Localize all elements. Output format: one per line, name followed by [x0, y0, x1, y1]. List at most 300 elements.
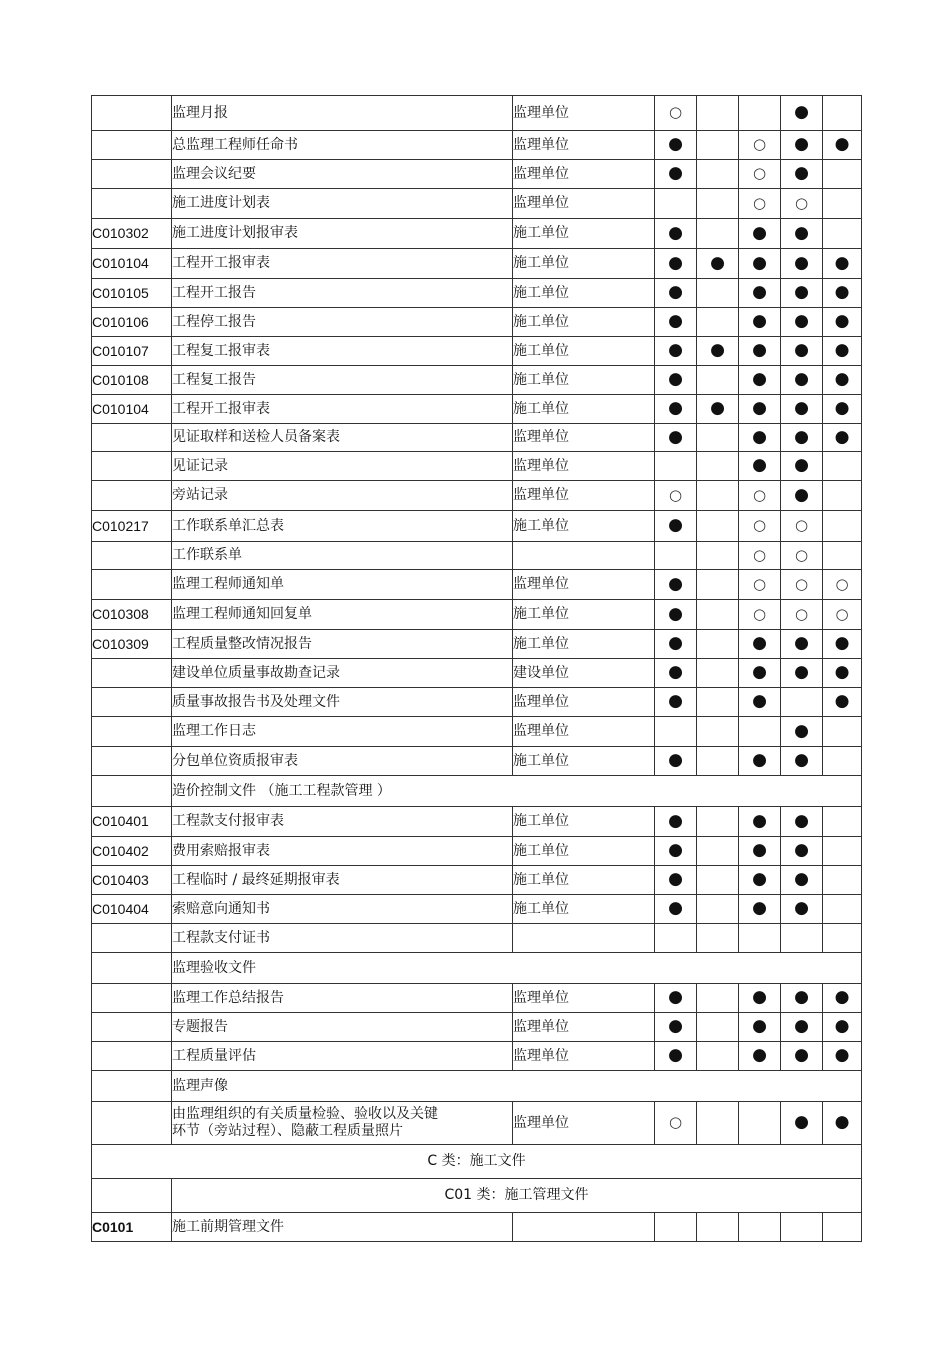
mark-cell — [781, 630, 823, 659]
doc-name-cell: 施工进度计划报审表 — [172, 219, 513, 249]
mark-cell — [739, 219, 781, 249]
doc-name-cell: 工程开工报告 — [172, 279, 513, 308]
doc-code-cell: C010107 — [92, 337, 172, 366]
mark-cell — [823, 717, 862, 747]
mark-cell — [823, 1102, 862, 1145]
filled-circle-icon: ● — [752, 810, 767, 831]
doc-name-cell: 工程款支付证书 — [172, 924, 513, 953]
filled-circle-icon: ● — [710, 340, 725, 360]
doc-name-cell: 监理工作日志 — [172, 717, 513, 747]
mark-cell — [781, 366, 823, 395]
filled-circle-icon: ● — [752, 750, 767, 770]
mark-cell — [655, 1102, 697, 1145]
doc-name-cell: 见证记录 — [172, 452, 513, 481]
mark-cell — [823, 481, 862, 511]
hollow-circle-icon: ○ — [794, 193, 809, 212]
responsible-unit-cell: 施工单位 — [513, 395, 655, 424]
mark-cell — [697, 600, 739, 630]
filled-circle-icon: ● — [668, 426, 683, 447]
filled-circle-icon: ● — [794, 1045, 809, 1065]
section-title-acceptance: 监理验收文件 — [172, 953, 862, 984]
doc-code-cell — [92, 1071, 172, 1102]
doc-name-cell: 专题报告 — [172, 1013, 513, 1042]
table-row — [92, 984, 862, 1013]
mark-cell — [823, 659, 862, 688]
mark-cell — [655, 542, 697, 570]
mark-cell — [739, 395, 781, 424]
section-title-c: C 类：施工文件 — [92, 1145, 862, 1179]
mark-cell — [781, 895, 823, 924]
filled-circle-icon: ● — [794, 662, 809, 682]
doc-code-cell: C010309 — [92, 630, 172, 659]
mark-cell — [781, 984, 823, 1013]
mark-cell — [781, 1013, 823, 1042]
doc-name-cell: 施工进度计划表 — [172, 189, 513, 219]
mark-cell — [655, 189, 697, 219]
filled-circle-icon: ● — [752, 222, 767, 243]
mark-cell — [739, 717, 781, 747]
responsible-unit-cell: 施工单位 — [513, 308, 655, 337]
section-row — [92, 1179, 862, 1213]
doc-name-cell: 监理月报 — [172, 96, 513, 131]
doc-code-cell — [92, 131, 172, 160]
doc-name-cell: 工程停工报告 — [172, 308, 513, 337]
filled-circle-icon: ● — [752, 426, 767, 447]
filled-circle-icon: ● — [794, 134, 809, 154]
doc-name-cell: 工程开工报审表 — [172, 395, 513, 424]
responsible-unit-cell: 施工单位 — [513, 337, 655, 366]
mark-cell — [655, 452, 697, 481]
filled-circle-icon: ● — [834, 1112, 850, 1132]
mark-cell — [781, 452, 823, 481]
filled-circle-icon: ● — [752, 1016, 767, 1036]
table-row — [92, 424, 862, 452]
table-row — [92, 895, 862, 924]
mark-cell — [739, 1213, 781, 1242]
doc-code-cell: C010402 — [92, 837, 172, 866]
mark-cell — [739, 366, 781, 395]
filled-circle-icon: ● — [752, 398, 767, 418]
mark-cell — [697, 747, 739, 776]
responsible-unit-cell: 施工单位 — [513, 895, 655, 924]
mark-cell — [823, 279, 862, 308]
mark-cell — [655, 1042, 697, 1071]
mark-cell — [697, 717, 739, 747]
mark-cell — [781, 807, 823, 837]
mark-cell — [739, 131, 781, 160]
mark-cell — [655, 481, 697, 511]
mark-cell — [697, 807, 739, 837]
mark-cell — [739, 895, 781, 924]
table-row — [92, 1213, 862, 1242]
responsible-unit-cell: 监理单位 — [513, 131, 655, 160]
mark-cell — [823, 688, 862, 717]
mark-cell — [655, 279, 697, 308]
mark-cell — [739, 308, 781, 337]
mark-cell — [655, 837, 697, 866]
mark-cell — [655, 570, 697, 600]
mark-cell — [655, 395, 697, 424]
mark-cell — [739, 630, 781, 659]
filled-circle-icon: ● — [752, 633, 767, 653]
doc-code-cell — [92, 924, 172, 953]
doc-code-cell — [92, 984, 172, 1013]
mark-cell — [781, 570, 823, 600]
filled-circle-icon: ● — [794, 252, 809, 273]
table-row — [92, 131, 862, 160]
filled-circle-icon: ● — [710, 252, 725, 273]
mark-cell — [655, 96, 697, 131]
table-row — [92, 688, 862, 717]
mark-cell — [781, 219, 823, 249]
responsible-unit-cell: 监理单位 — [513, 717, 655, 747]
doc-code-cell — [92, 1179, 172, 1213]
doc-name-cell: 监理工程师通知单 — [172, 570, 513, 600]
mark-cell — [781, 1102, 823, 1145]
mark-cell — [697, 279, 739, 308]
table-row — [92, 96, 862, 131]
doc-code-cell — [92, 688, 172, 717]
table-row — [92, 1042, 862, 1071]
filled-circle-icon: ● — [668, 691, 683, 711]
filled-circle-icon: ● — [794, 750, 809, 770]
filled-circle-icon: ● — [668, 840, 683, 860]
mark-cell — [781, 424, 823, 452]
mark-cell — [739, 337, 781, 366]
hollow-circle-icon: ○ — [794, 574, 809, 593]
mark-cell — [739, 600, 781, 630]
filled-circle-icon: ● — [794, 840, 809, 860]
doc-code-cell — [92, 659, 172, 688]
table-row — [92, 1013, 862, 1042]
mark-cell — [697, 542, 739, 570]
filled-circle-icon: ● — [834, 340, 850, 360]
doc-code-cell — [92, 1102, 172, 1145]
mark-cell — [697, 895, 739, 924]
mark-cell — [655, 659, 697, 688]
mark-cell — [781, 600, 823, 630]
responsible-unit-cell: 施工单位 — [513, 600, 655, 630]
doc-code-cell: C0101 — [92, 1213, 172, 1242]
filled-circle-icon: ● — [794, 163, 809, 183]
doc-code-cell — [92, 747, 172, 776]
mark-cell — [655, 308, 697, 337]
mark-cell — [823, 837, 862, 866]
mark-cell — [781, 924, 823, 953]
mark-cell — [739, 279, 781, 308]
mark-cell — [823, 630, 862, 659]
filled-circle-icon: ● — [834, 134, 850, 154]
mark-cell — [655, 717, 697, 747]
mark-cell — [781, 395, 823, 424]
hollow-circle-icon: ○ — [794, 516, 809, 534]
mark-cell — [823, 807, 862, 837]
doc-code-cell — [92, 953, 172, 984]
mark-cell — [739, 1042, 781, 1071]
mark-cell — [823, 395, 862, 424]
mark-cell — [697, 96, 739, 131]
responsible-unit-cell: 施工单位 — [513, 249, 655, 279]
mark-cell — [823, 511, 862, 542]
table-row — [92, 837, 862, 866]
mark-cell — [781, 659, 823, 688]
filled-circle-icon: ● — [834, 987, 850, 1007]
responsible-unit-cell: 监理单位 — [513, 1102, 655, 1145]
hollow-circle-icon: ○ — [668, 103, 683, 121]
table-row — [92, 924, 862, 953]
doc-name-cell: 工程开工报审表 — [172, 249, 513, 279]
hollow-circle-icon: ○ — [835, 574, 849, 593]
mark-cell — [823, 1213, 862, 1242]
mark-cell — [655, 160, 697, 189]
hollow-circle-icon: ○ — [794, 604, 809, 623]
mark-cell — [655, 1213, 697, 1242]
responsible-unit-cell: 施工单位 — [513, 866, 655, 895]
doc-code-cell — [92, 776, 172, 807]
section-title-media: 监理声像 — [172, 1071, 862, 1102]
mark-cell — [697, 481, 739, 511]
mark-cell — [781, 249, 823, 279]
responsible-unit-cell: 监理单位 — [513, 1042, 655, 1071]
mark-cell — [823, 1013, 862, 1042]
table-body — [92, 96, 862, 1242]
doc-code-cell: C010302 — [92, 219, 172, 249]
filled-circle-icon: ● — [752, 455, 767, 475]
hollow-circle-icon: ○ — [794, 545, 809, 564]
doc-code-cell — [92, 1042, 172, 1071]
mark-cell — [823, 189, 862, 219]
mark-cell — [781, 481, 823, 511]
mark-cell — [781, 279, 823, 308]
doc-name-cell: 质量事故报告书及处理文件 — [172, 688, 513, 717]
filled-circle-icon: ● — [752, 869, 767, 889]
filled-circle-icon: ● — [794, 484, 809, 505]
mark-cell — [697, 337, 739, 366]
filled-circle-icon: ● — [668, 398, 683, 418]
filled-circle-icon: ● — [668, 750, 683, 770]
filled-circle-icon: ● — [752, 311, 767, 331]
mark-cell — [697, 219, 739, 249]
responsible-unit-cell — [513, 542, 655, 570]
mark-cell — [823, 866, 862, 895]
mark-cell — [739, 511, 781, 542]
filled-circle-icon: ● — [794, 369, 809, 389]
filled-circle-icon: ● — [668, 987, 683, 1007]
mark-cell — [781, 717, 823, 747]
responsible-unit-cell: 施工单位 — [513, 219, 655, 249]
filled-circle-icon: ● — [834, 1045, 850, 1065]
hollow-circle-icon: ○ — [835, 604, 849, 623]
mark-cell — [739, 866, 781, 895]
mark-cell — [823, 570, 862, 600]
table-row — [92, 747, 862, 776]
filled-circle-icon: ● — [834, 398, 850, 418]
mark-cell — [781, 189, 823, 219]
mark-cell — [655, 249, 697, 279]
document-table — [91, 95, 862, 1242]
doc-name-cell: 工程临时 / 最终延期报审表 — [172, 866, 513, 895]
table-row — [92, 542, 862, 570]
filled-circle-icon: ● — [794, 633, 809, 653]
table-row — [92, 249, 862, 279]
mark-cell — [739, 160, 781, 189]
mark-cell — [655, 600, 697, 630]
doc-code-cell: C010404 — [92, 895, 172, 924]
doc-name-cell: 工作联系单汇总表 — [172, 511, 513, 542]
table-row — [92, 659, 862, 688]
table-row — [92, 600, 862, 630]
mark-cell — [655, 688, 697, 717]
mark-cell — [655, 1013, 697, 1042]
table-row — [92, 219, 862, 249]
mark-cell — [655, 424, 697, 452]
section-row — [92, 1071, 862, 1102]
mark-cell — [697, 189, 739, 219]
responsible-unit-cell: 施工单位 — [513, 279, 655, 308]
mark-cell — [739, 924, 781, 953]
mark-cell — [697, 511, 739, 542]
doc-name-cell: 费用索赔报审表 — [172, 837, 513, 866]
filled-circle-icon: ● — [752, 691, 767, 711]
section-row — [92, 953, 862, 984]
mark-cell — [739, 688, 781, 717]
mark-cell — [823, 984, 862, 1013]
mark-cell — [823, 600, 862, 630]
mark-cell — [823, 924, 862, 953]
filled-circle-icon: ● — [794, 898, 809, 918]
mark-cell — [655, 807, 697, 837]
doc-name-cell: 总监理工程师任命书 — [172, 131, 513, 160]
filled-circle-icon: ● — [834, 1016, 850, 1036]
doc-name-cell: 工程复工报审表 — [172, 337, 513, 366]
doc-code-cell — [92, 570, 172, 600]
hollow-circle-icon: ○ — [668, 485, 683, 504]
doc-code-cell: C010104 — [92, 249, 172, 279]
responsible-unit-cell: 监理单位 — [513, 570, 655, 600]
hollow-circle-icon: ○ — [752, 545, 767, 564]
doc-code-cell — [92, 481, 172, 511]
doc-name-cell: 监理工程师通知回复单 — [172, 600, 513, 630]
mark-cell — [739, 984, 781, 1013]
filled-circle-icon: ● — [794, 455, 809, 475]
doc-name-cell: 旁站记录 — [172, 481, 513, 511]
mark-cell — [781, 747, 823, 776]
table-row — [92, 866, 862, 895]
doc-code-cell — [92, 189, 172, 219]
filled-circle-icon: ● — [668, 662, 683, 682]
doc-name-cell: 工程款支付报审表 — [172, 807, 513, 837]
mark-cell — [655, 131, 697, 160]
filled-circle-icon: ● — [710, 398, 725, 418]
doc-name-cell: 见证取样和送检人员备案表 — [172, 424, 513, 452]
doc-code-cell: C010105 — [92, 279, 172, 308]
table-row — [92, 452, 862, 481]
doc-code-cell — [92, 96, 172, 131]
hollow-circle-icon: ○ — [752, 604, 767, 623]
doc-code-cell: C010308 — [92, 600, 172, 630]
table-row — [92, 570, 862, 600]
mark-cell — [823, 131, 862, 160]
doc-name-cell: 分包单位资质报审表 — [172, 747, 513, 776]
mark-cell — [739, 249, 781, 279]
section-row — [92, 1145, 862, 1179]
filled-circle-icon: ● — [668, 603, 683, 624]
mark-cell — [781, 688, 823, 717]
mark-cell — [739, 570, 781, 600]
filled-circle-icon: ● — [752, 987, 767, 1007]
filled-circle-icon: ● — [668, 515, 683, 535]
doc-name-cell: 工程质量评估 — [172, 1042, 513, 1071]
doc-name-cell: 工程质量整改情况报告 — [172, 630, 513, 659]
mark-cell — [655, 511, 697, 542]
doc-code-cell: C010401 — [92, 807, 172, 837]
mark-cell — [697, 866, 739, 895]
filled-circle-icon: ● — [668, 573, 683, 594]
mark-cell — [823, 1042, 862, 1071]
mark-cell — [697, 630, 739, 659]
doc-name-cell: 建设单位质量事故勘查记录 — [172, 659, 513, 688]
doc-name-cell: 监理会议纪要 — [172, 160, 513, 189]
filled-circle-icon: ● — [668, 340, 683, 360]
responsible-unit-cell: 监理单位 — [513, 160, 655, 189]
filled-circle-icon: ● — [752, 369, 767, 389]
doc-name-cell: 施工前期管理文件 — [172, 1213, 513, 1242]
mark-cell — [697, 1213, 739, 1242]
table-row — [92, 807, 862, 837]
responsible-unit-cell: 监理单位 — [513, 688, 655, 717]
mark-cell — [739, 659, 781, 688]
mark-cell — [655, 630, 697, 659]
doc-code-cell: C010217 — [92, 511, 172, 542]
table-row — [92, 279, 862, 308]
mark-cell — [697, 249, 739, 279]
filled-circle-icon: ● — [834, 662, 850, 682]
filled-circle-icon: ● — [794, 1016, 809, 1036]
filled-circle-icon: ● — [794, 102, 809, 122]
mark-cell — [697, 366, 739, 395]
mark-cell — [739, 481, 781, 511]
filled-circle-icon: ● — [668, 134, 683, 154]
filled-circle-icon: ● — [668, 222, 683, 243]
mark-cell — [781, 1213, 823, 1242]
mark-cell — [655, 984, 697, 1013]
filled-circle-icon: ● — [668, 369, 683, 389]
mark-cell — [697, 984, 739, 1013]
section-title-c01: C01 类：施工管理文件 — [172, 1179, 862, 1213]
responsible-unit-cell — [513, 924, 655, 953]
filled-circle-icon: ● — [752, 340, 767, 360]
doc-name-line: 环节（旁站过程）、隐蔽工程质量照片 — [172, 1123, 403, 1139]
table-row — [92, 160, 862, 189]
mark-cell — [655, 219, 697, 249]
filled-circle-icon: ● — [794, 1112, 809, 1132]
mark-cell — [823, 308, 862, 337]
mark-cell — [781, 96, 823, 131]
mark-cell — [823, 249, 862, 279]
filled-circle-icon: ● — [668, 1045, 683, 1065]
responsible-unit-cell: 监理单位 — [513, 424, 655, 452]
filled-circle-icon: ● — [668, 869, 683, 889]
filled-circle-icon: ● — [794, 340, 809, 360]
hollow-circle-icon: ○ — [752, 193, 767, 212]
mark-cell — [697, 395, 739, 424]
mark-cell — [739, 96, 781, 131]
filled-circle-icon: ● — [752, 282, 767, 302]
filled-circle-icon: ● — [794, 311, 809, 331]
mark-cell — [823, 895, 862, 924]
mark-cell — [823, 424, 862, 452]
mark-cell — [739, 1013, 781, 1042]
